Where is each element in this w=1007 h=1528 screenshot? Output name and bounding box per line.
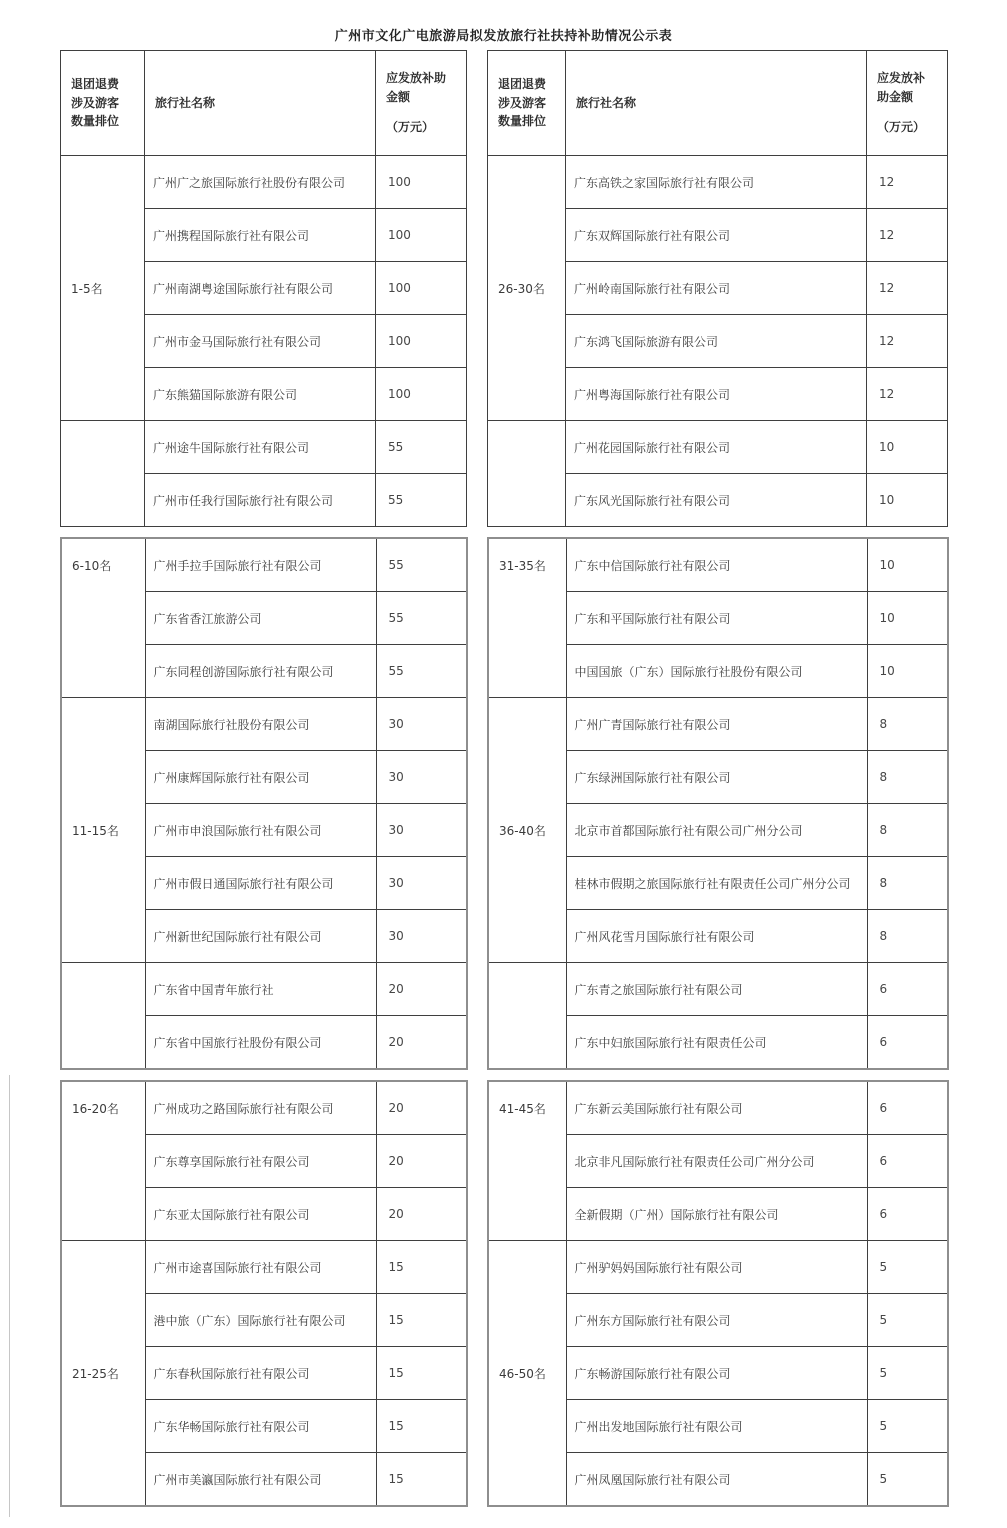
table-row — [61, 1241, 467, 1294]
amount-cell: 15 — [376, 1241, 467, 1294]
rank-cell: 21-25名 — [61, 1241, 145, 1507]
amount-cell: 5 — [867, 1241, 948, 1294]
amount-cell: 8 — [867, 910, 948, 963]
agency-name-cell: 广州凤凰国际旅行社有限公司 — [566, 1453, 867, 1507]
rank-cell: 41-45名 — [488, 1081, 566, 1241]
rank-cell: 26-30名 — [488, 156, 566, 421]
amount-cell: 55 — [376, 645, 467, 698]
agency-name-cell: 广州市假日通国际旅行社有限公司 — [145, 857, 376, 910]
amount-cell: 6 — [867, 1016, 948, 1070]
amount-cell: 15 — [376, 1294, 467, 1347]
agency-name-cell: 广州驴妈妈国际旅行社有限公司 — [566, 1241, 867, 1294]
header-rank-label: 退团退费涉及游客数量排位 — [71, 77, 120, 129]
rank-cell: 36-40名 — [488, 698, 566, 963]
amount-cell: 30 — [376, 910, 467, 963]
header-amount — [376, 51, 467, 156]
agency-name-cell: 广东新云美国际旅行社有限公司 — [566, 1081, 867, 1135]
agency-name-cell: 中国国旅（广东）国际旅行社股份有限公司 — [566, 645, 867, 698]
amount-cell: 100 — [376, 156, 467, 209]
amount-cell: 100 — [376, 315, 467, 368]
agency-name-cell: 广州携程国际旅行社有限公司 — [145, 209, 376, 262]
agency-name-cell: 广东青之旅国际旅行社有限公司 — [566, 963, 867, 1016]
amount-cell: 5 — [867, 1400, 948, 1453]
table-row — [488, 538, 948, 592]
agency-name-cell: 广东鸿飞国际旅游有限公司 — [566, 315, 867, 368]
amount-cell: 55 — [376, 421, 467, 474]
header-row — [61, 51, 467, 156]
subsidy-table-block — [487, 537, 949, 1070]
amount-cell: 55 — [376, 592, 467, 645]
amount-cell: 5 — [867, 1294, 948, 1347]
amount-cell: 20 — [376, 1016, 467, 1070]
table-row — [488, 1241, 948, 1294]
table-row — [61, 538, 467, 592]
table-row — [61, 1081, 467, 1135]
amount-cell: 12 — [867, 315, 948, 368]
table-row — [61, 963, 467, 1016]
amount-cell: 6 — [867, 1135, 948, 1188]
agency-name-cell: 广东省香江旅游公司 — [145, 592, 376, 645]
agency-name-cell: 广州市申浪国际旅行社有限公司 — [145, 804, 376, 857]
agency-name-cell: 广州成功之路国际旅行社有限公司 — [145, 1081, 376, 1135]
amount-cell: 15 — [376, 1453, 467, 1507]
amount-cell: 6 — [867, 1188, 948, 1241]
amount-cell: 8 — [867, 751, 948, 804]
agency-name-cell: 广东熊猫国际旅游有限公司 — [145, 368, 376, 421]
amount-cell: 6 — [867, 1081, 948, 1135]
agency-name-cell: 广东风光国际旅行社有限公司 — [566, 474, 867, 527]
header-name: 旅行社名称 — [145, 51, 376, 156]
amount-cell: 30 — [376, 857, 467, 910]
agency-name-cell: 广东春秋国际旅行社有限公司 — [145, 1347, 376, 1400]
header-amount-unit: （万元） — [877, 120, 926, 135]
amount-cell: 8 — [867, 698, 948, 751]
agency-name-cell: 广州东方国际旅行社有限公司 — [566, 1294, 867, 1347]
agency-name-cell: 广州出发地国际旅行社有限公司 — [566, 1400, 867, 1453]
agency-name-cell: 广州康辉国际旅行社有限公司 — [145, 751, 376, 804]
agency-name-cell: 全新假期（广州）国际旅行社有限公司 — [566, 1188, 867, 1241]
agency-name-cell: 广州花园国际旅行社有限公司 — [566, 421, 867, 474]
amount-cell: 12 — [867, 262, 948, 315]
agency-name-cell: 广州市任我行国际旅行社有限公司 — [145, 474, 376, 527]
amount-cell: 10 — [867, 645, 948, 698]
agency-name-cell: 广东省中国青年旅行社 — [145, 963, 376, 1016]
agency-name-cell: 广东绿洲国际旅行社有限公司 — [566, 751, 867, 804]
header-rank-label: 退团退费涉及游客数量排位 — [498, 77, 547, 129]
subsidy-table-block — [60, 1080, 468, 1507]
table-row — [61, 421, 467, 474]
agency-name-cell: 南湖国际旅行社股份有限公司 — [145, 698, 376, 751]
left-table-stack — [60, 50, 468, 1517]
agency-name-cell: 广州粤海国际旅行社有限公司 — [566, 368, 867, 421]
agency-name-cell: 广州风花雪月国际旅行社有限公司 — [566, 910, 867, 963]
agency-name-cell: 广州途牛国际旅行社有限公司 — [145, 421, 376, 474]
right-table-stack — [487, 50, 949, 1517]
subsidy-table-block — [60, 50, 467, 527]
table-row — [488, 698, 948, 751]
agency-name-cell: 广东中妇旅国际旅行社有限责任公司 — [566, 1016, 867, 1070]
agency-name-cell: 广东尊享国际旅行社有限公司 — [145, 1135, 376, 1188]
agency-name-cell: 北京非凡国际旅行社有限责任公司广州分公司 — [566, 1135, 867, 1188]
agency-name-cell: 广州市金马国际旅行社有限公司 — [145, 315, 376, 368]
amount-cell: 100 — [376, 262, 467, 315]
agency-name-cell: 广州新世纪国际旅行社有限公司 — [145, 910, 376, 963]
amount-cell: 12 — [867, 156, 948, 209]
agency-name-cell: 广州市途喜国际旅行社有限公司 — [145, 1241, 376, 1294]
subsidy-table-block — [487, 50, 948, 527]
table-row — [488, 1081, 948, 1135]
amount-cell: 20 — [376, 963, 467, 1016]
amount-cell: 8 — [867, 804, 948, 857]
rank-cell — [488, 963, 566, 1070]
subsidy-table-block — [487, 1080, 949, 1507]
rank-cell: 46-50名 — [488, 1241, 566, 1507]
header-rank — [61, 51, 145, 156]
agency-name-cell: 广东同程创游国际旅行社有限公司 — [145, 645, 376, 698]
agency-name-cell: 广东高铁之家国际旅行社有限公司 — [566, 156, 867, 209]
header-name: 旅行社名称 — [566, 51, 867, 156]
amount-cell: 5 — [867, 1347, 948, 1400]
amount-cell: 20 — [376, 1188, 467, 1241]
rank-cell — [61, 963, 145, 1070]
table-row — [61, 698, 467, 751]
amount-cell: 12 — [867, 209, 948, 262]
agency-name-cell: 广东华畅国际旅行社有限公司 — [145, 1400, 376, 1453]
amount-cell: 8 — [867, 857, 948, 910]
rank-cell: 1-5名 — [61, 156, 145, 421]
agency-name-cell: 广州南湖粤途国际旅行社有限公司 — [145, 262, 376, 315]
agency-name-cell: 广州广青国际旅行社有限公司 — [566, 698, 867, 751]
amount-cell: 6 — [867, 963, 948, 1016]
amount-cell: 30 — [376, 751, 467, 804]
header-amount-label: 应发放补助金额 — [877, 71, 926, 104]
agency-name-cell: 广州市美瀛国际旅行社有限公司 — [145, 1453, 376, 1507]
agency-name-cell: 北京市首都国际旅行社有限公司广州分公司 — [566, 804, 867, 857]
amount-cell: 55 — [376, 474, 467, 527]
agency-name-cell: 广州岭南国际旅行社有限公司 — [566, 262, 867, 315]
rank-cell: 31-35名 — [488, 538, 566, 698]
amount-cell: 100 — [376, 209, 467, 262]
rank-cell: 16-20名 — [61, 1081, 145, 1241]
agency-name-cell: 广东畅游国际旅行社有限公司 — [566, 1347, 867, 1400]
subsidy-table-block — [60, 537, 468, 1070]
left-margin-line — [9, 1075, 10, 1517]
amount-cell: 10 — [867, 421, 948, 474]
amount-cell: 30 — [376, 804, 467, 857]
amount-cell: 20 — [376, 1081, 467, 1135]
agency-name-cell: 广东省中国旅行社股份有限公司 — [145, 1016, 376, 1070]
header-amount-unit: （万元） — [386, 120, 435, 135]
header-amount — [867, 51, 948, 156]
amount-cell: 100 — [376, 368, 467, 421]
rank-cell — [61, 421, 145, 527]
amount-cell: 5 — [867, 1453, 948, 1507]
header-rank — [488, 51, 566, 156]
amount-cell: 15 — [376, 1347, 467, 1400]
agency-name-cell: 广东双辉国际旅行社有限公司 — [566, 209, 867, 262]
amount-cell: 10 — [867, 474, 948, 527]
header-row — [488, 51, 948, 156]
amount-cell: 30 — [376, 698, 467, 751]
table-row — [488, 421, 948, 474]
agency-name-cell: 广东中信国际旅行社有限公司 — [566, 538, 867, 592]
agency-name-cell: 桂林市假期之旅国际旅行社有限责任公司广州分公司 — [566, 857, 867, 910]
agency-name-cell: 港中旅（广东）国际旅行社有限公司 — [145, 1294, 376, 1347]
agency-name-cell: 广东和平国际旅行社有限公司 — [566, 592, 867, 645]
table-row — [61, 156, 467, 209]
rank-cell: 11-15名 — [61, 698, 145, 963]
rank-cell: 6-10名 — [61, 538, 145, 698]
agency-name-cell: 广州广之旅国际旅行社股份有限公司 — [145, 156, 376, 209]
amount-cell: 10 — [867, 592, 948, 645]
amount-cell: 10 — [867, 538, 948, 592]
amount-cell: 12 — [867, 368, 948, 421]
amount-cell: 20 — [376, 1135, 467, 1188]
amount-cell: 15 — [376, 1400, 467, 1453]
header-amount-label: 应发放补助金额 — [386, 71, 447, 104]
table-row — [488, 963, 948, 1016]
agency-name-cell: 广州手拉手国际旅行社有限公司 — [145, 538, 376, 592]
amount-cell: 55 — [376, 538, 467, 592]
table-row — [488, 156, 948, 209]
rank-cell — [488, 421, 566, 527]
agency-name-cell: 广东亚太国际旅行社有限公司 — [145, 1188, 376, 1241]
page-title: 广州市文化广电旅游局拟发放旅行社扶持补助情况公示表 — [334, 29, 673, 44]
